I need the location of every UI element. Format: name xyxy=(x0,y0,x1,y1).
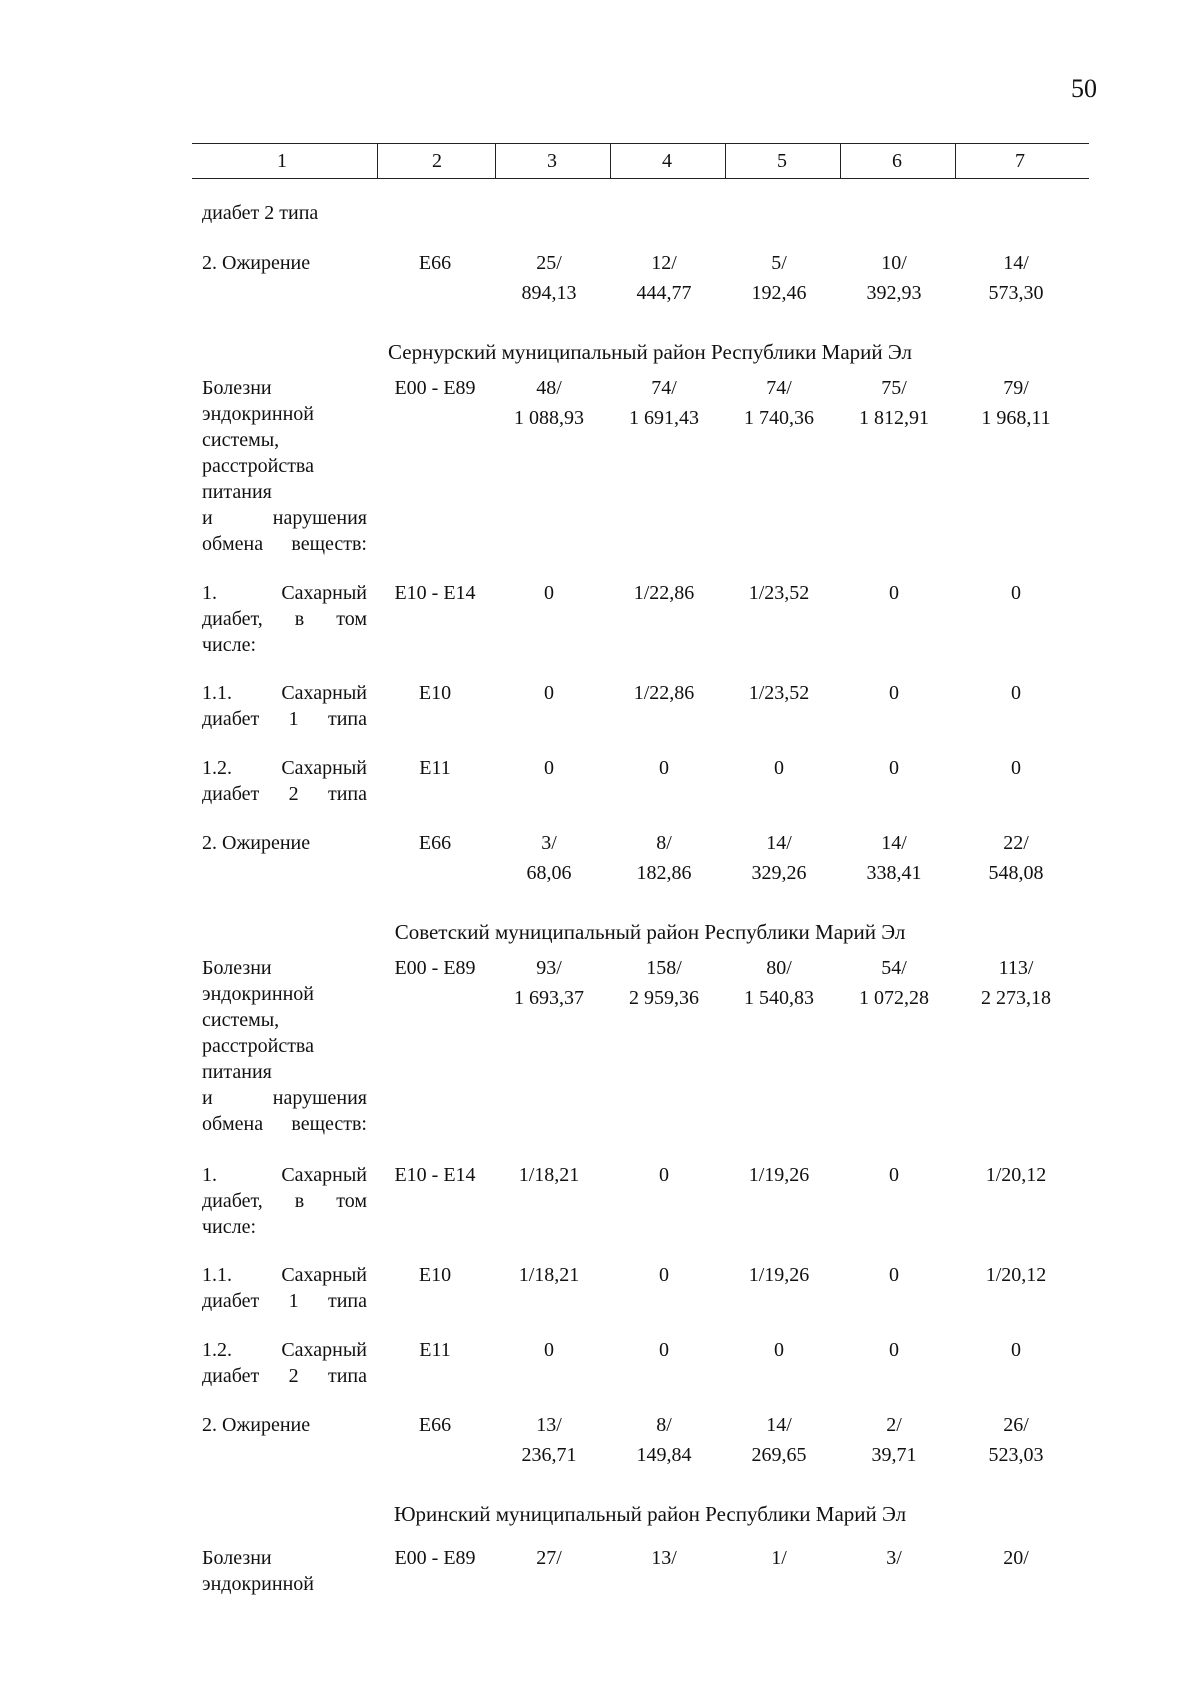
row-label: Болезни эндокринной системы, расстройства питания и нарушения обмена веществ: xyxy=(202,957,367,1135)
value-cell-col4: 74/ 1 691,43 xyxy=(629,377,699,429)
value-cell-col3: 93/ 1 693,37 xyxy=(514,957,584,1009)
value-cell-col3: 25/ 894,13 xyxy=(521,252,577,304)
value-cell-col5: 1/23,52 xyxy=(748,582,810,604)
value-cell-col4: 8/ 182,86 xyxy=(636,832,692,884)
value-cell-col3: 0 xyxy=(544,682,554,704)
value-cell-col6: 0 xyxy=(889,582,899,604)
value-cell-col4: 1/22,86 xyxy=(633,582,695,604)
value-cell-col4: 13/ xyxy=(651,1547,677,1569)
icd-code: E10 xyxy=(418,682,452,704)
row-label: 2. Ожирение xyxy=(202,832,311,854)
icd-code: E00 - E89 xyxy=(394,377,476,399)
value-cell-col6: 0 xyxy=(889,757,899,779)
row-label: Болезни эндокринной xyxy=(202,1547,314,1595)
header-col-5: 5 xyxy=(777,150,787,172)
value-cell-col7: 0 xyxy=(1011,1339,1021,1361)
header-separator xyxy=(610,144,611,178)
value-cell-col7: 20/ xyxy=(1003,1547,1029,1569)
value-cell-col3: 48/ 1 088,93 xyxy=(514,377,584,429)
value-cell-col6: 3/ xyxy=(886,1547,902,1569)
value-cell-col7: 113/ 2 273,18 xyxy=(981,957,1051,1009)
value-cell-col3: 1/18,21 xyxy=(518,1164,580,1186)
icd-code: E10 xyxy=(418,1264,452,1286)
header-col-2: 2 xyxy=(432,150,442,172)
header-col-3: 3 xyxy=(547,150,557,172)
row-label: 2. Ожирение xyxy=(202,252,311,274)
row-label: 1.1. Сахарный диабет 1 типа xyxy=(202,1264,367,1312)
value-cell-col6: 0 xyxy=(889,682,899,704)
row-label: Болезни эндокринной системы, расстройства питания и нарушения обмена веществ: xyxy=(202,377,367,555)
icd-code: E10 - E14 xyxy=(394,582,476,604)
header-col-1: 1 xyxy=(277,150,287,172)
row-label: 1. Сахарный диабет, в том числе: xyxy=(202,582,367,656)
page-number: 50 xyxy=(1071,74,1097,103)
section-title: Сернурский муниципальный район Республики Марий Эл xyxy=(388,340,912,364)
section-title: Юринский муниципальный район Республики Марий Эл xyxy=(393,1502,907,1526)
value-cell-col4: 12/ 444,77 xyxy=(636,252,692,304)
value-cell-col4: 0 xyxy=(659,757,669,779)
header-col-6: 6 xyxy=(892,150,902,172)
value-cell-col3: 1/18,21 xyxy=(518,1264,580,1286)
row-label: 1.1. Сахарный диабет 1 типа xyxy=(202,682,367,730)
value-cell-col5: 1/23,52 xyxy=(748,682,810,704)
row-label: диабет 2 типа xyxy=(202,202,319,224)
icd-code: E66 xyxy=(418,832,452,854)
icd-code: E11 xyxy=(419,1339,451,1361)
value-cell-col4: 0 xyxy=(659,1164,669,1186)
section-title: Советский муниципальный район Республики Марий Эл xyxy=(394,920,906,944)
value-cell-col6: 10/ 392,93 xyxy=(866,252,922,304)
value-cell-col3: 27/ xyxy=(536,1547,562,1569)
row-label: 1. Сахарный диабет, в том числе: xyxy=(202,1164,367,1238)
value-cell-col5: 1/19,26 xyxy=(748,1164,810,1186)
value-cell-col6: 0 xyxy=(889,1164,899,1186)
value-cell-col4: 1/22,86 xyxy=(633,682,695,704)
value-cell-col4: 0 xyxy=(659,1339,669,1361)
value-cell-col7: 79/ 1 968,11 xyxy=(981,377,1051,429)
value-cell-col6: 14/ 338,41 xyxy=(866,832,922,884)
value-cell-col4: 8/ 149,84 xyxy=(636,1414,692,1466)
value-cell-col5: 1/ xyxy=(771,1547,787,1569)
value-cell-col6: 75/ 1 812,91 xyxy=(859,377,929,429)
value-cell-col3: 0 xyxy=(544,757,554,779)
value-cell-col7: 22/ 548,08 xyxy=(988,832,1044,884)
value-cell-col7: 26/ 523,03 xyxy=(988,1414,1044,1466)
row-label: 1.2. Сахарный диабет 2 типа xyxy=(202,1339,367,1387)
value-cell-col3: 13/ 236,71 xyxy=(521,1414,577,1466)
header-separator xyxy=(725,144,726,178)
value-cell-col3: 3/ 68,06 xyxy=(526,832,572,884)
value-cell-col4: 0 xyxy=(659,1264,669,1286)
value-cell-col7: 0 xyxy=(1011,582,1021,604)
value-cell-col6: 0 xyxy=(889,1264,899,1286)
icd-code: E00 - E89 xyxy=(394,1547,476,1569)
value-cell-col6: 0 xyxy=(889,1339,899,1361)
icd-code: E66 xyxy=(418,1414,452,1436)
value-cell-col7: 1/20,12 xyxy=(985,1164,1047,1186)
row-label: 2. Ожирение xyxy=(202,1414,311,1436)
value-cell-col5: 80/ 1 540,83 xyxy=(744,957,814,1009)
value-cell-col5: 0 xyxy=(774,1339,784,1361)
header-col-4: 4 xyxy=(662,150,672,172)
header-separator xyxy=(955,144,956,178)
value-cell-col6: 2/ 39,71 xyxy=(871,1414,917,1466)
header-separator xyxy=(377,144,378,178)
value-cell-col5: 14/ 269,65 xyxy=(751,1414,807,1466)
value-cell-col6: 54/ 1 072,28 xyxy=(859,957,929,1009)
icd-code: E66 xyxy=(418,252,452,274)
value-cell-col7: 0 xyxy=(1011,682,1021,704)
value-cell-col7: 14/ 573,30 xyxy=(988,252,1044,304)
icd-code: E10 - E14 xyxy=(394,1164,476,1186)
value-cell-col3: 0 xyxy=(544,1339,554,1361)
value-cell-col7: 1/20,12 xyxy=(985,1264,1047,1286)
icd-code: E11 xyxy=(419,757,451,779)
value-cell-col5: 0 xyxy=(774,757,784,779)
header-separator xyxy=(495,144,496,178)
value-cell-col4: 158/ 2 959,36 xyxy=(629,957,699,1009)
value-cell-col5: 5/ 192,46 xyxy=(751,252,807,304)
header-col-7: 7 xyxy=(1015,150,1025,172)
value-cell-col5: 1/19,26 xyxy=(748,1264,810,1286)
header-separator xyxy=(840,144,841,178)
value-cell-col3: 0 xyxy=(544,582,554,604)
table-header xyxy=(192,143,1089,179)
icd-code: E00 - E89 xyxy=(394,957,476,979)
value-cell-col7: 0 xyxy=(1011,757,1021,779)
value-cell-col5: 14/ 329,26 xyxy=(751,832,807,884)
value-cell-col5: 74/ 1 740,36 xyxy=(744,377,814,429)
row-label: 1.2. Сахарный диабет 2 типа xyxy=(202,757,367,805)
